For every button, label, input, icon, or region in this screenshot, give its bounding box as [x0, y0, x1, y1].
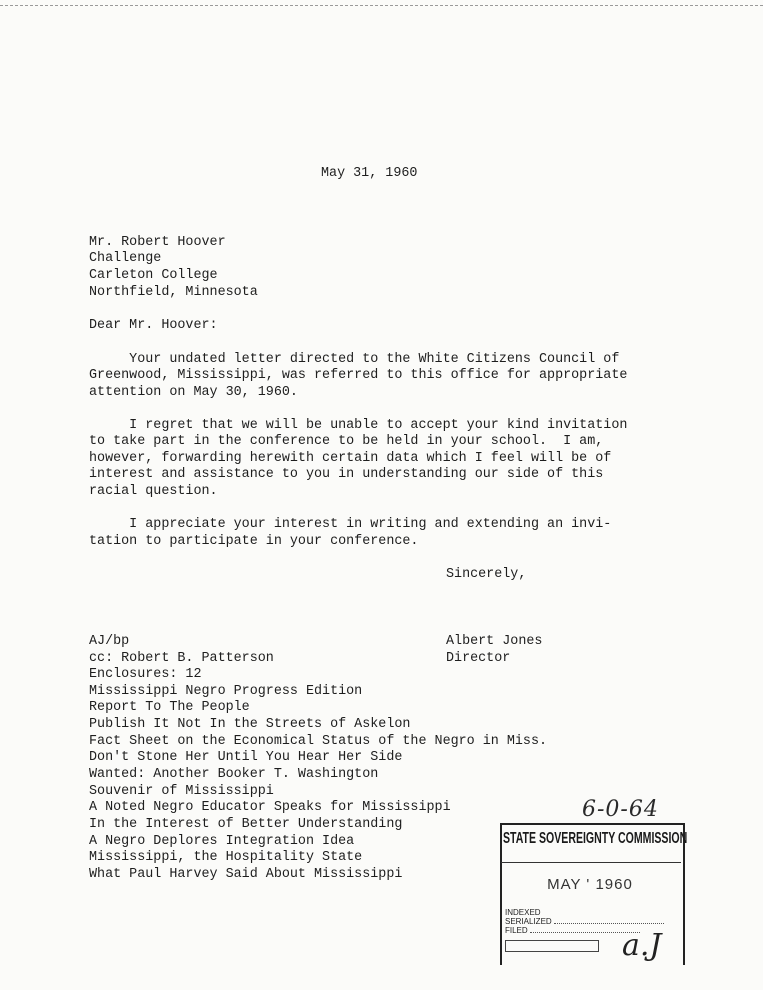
enclosures-label: Enclosures: 12 — [89, 667, 202, 682]
enclosure-item: In the Interest of Better Understanding — [89, 817, 403, 832]
signer-name: Albert Jones — [446, 634, 543, 649]
stamp-field-filed: FILED — [505, 926, 640, 935]
enclosure-item: Don't Stone Her Until You Hear Her Side — [89, 750, 403, 765]
enclosure-item: Mississippi, the Hospitality State — [89, 850, 363, 865]
reference-initials: AJ/bp — [89, 634, 130, 649]
address-line: Challenge — [89, 251, 162, 266]
signer-title: Director — [446, 651, 511, 666]
handwritten-number: 6-0-64 — [582, 797, 659, 822]
address-line: Carleton College — [89, 268, 218, 283]
stamp-title: STATE SOVEREIGNTY COMMISSION — [503, 830, 688, 847]
body-line: I appreciate your interest in writing and extending an invi- — [89, 517, 612, 532]
enclosure-item: A Noted Negro Educator Speaks for Mississippi — [89, 800, 451, 815]
address-line: Mr. Robert Hoover — [89, 235, 226, 250]
letter-date: May 31, 1960 — [321, 166, 418, 181]
body-line: to take part in the conference to be held in your school. I am, — [89, 434, 604, 449]
stamp-field-indexed: INDEXED — [505, 908, 541, 917]
handwritten-initials: a.J — [622, 928, 662, 963]
stamp-base-box — [505, 940, 599, 952]
enclosure-item: A Negro Deplores Integration Idea — [89, 834, 355, 849]
stamp-divider — [501, 862, 681, 863]
top-edge-rule — [0, 5, 763, 6]
enclosure-item: What Paul Harvey Said About Mississippi — [89, 867, 403, 882]
enclosure-item: Report To The People — [89, 700, 250, 715]
enclosure-item: Fact Sheet on the Economical Status of the Negro in Miss. — [89, 734, 548, 749]
address-line: Northfield, Minnesota — [89, 285, 258, 300]
enclosure-item: Wanted: Another Booker T. Washington — [89, 767, 379, 782]
body-line: interest and assistance to you in understanding our side of this — [89, 467, 604, 482]
body-line: however, forwarding herewith certain data which I feel will be of — [89, 451, 612, 466]
body-line: I regret that we will be unable to accept your kind invitation — [89, 418, 628, 433]
enclosure-item: Mississippi Negro Progress Edition — [89, 684, 363, 699]
body-line: tation to participate in your conference. — [89, 534, 419, 549]
enclosure-item: Souvenir of Mississippi — [89, 784, 274, 799]
stamp-date: MAY ' 1960 — [547, 876, 633, 893]
carbon-copy: cc: Robert B. Patterson — [89, 651, 274, 666]
body-line: racial question. — [89, 484, 218, 499]
body-line: attention on May 30, 1960. — [89, 385, 298, 400]
body-line: Your undated letter directed to the White Citizens Council of — [89, 352, 620, 367]
closing: Sincerely, — [446, 567, 527, 582]
stamp-field-serialized: SERIALIZED — [505, 917, 664, 926]
salutation: Dear Mr. Hoover: — [89, 318, 218, 333]
enclosure-item: Publish It Not In the Streets of Askelon — [89, 717, 411, 732]
body-line: Greenwood, Mississippi, was referred to this office for appropriate — [89, 368, 628, 383]
